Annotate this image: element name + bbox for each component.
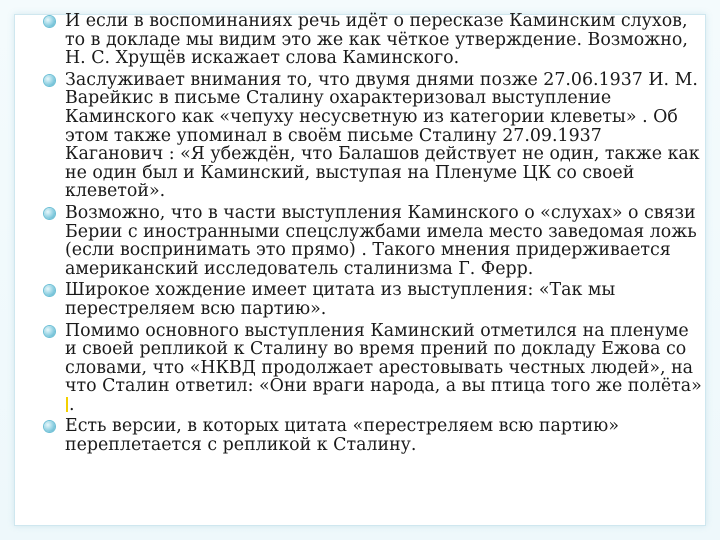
bullet-icon	[44, 285, 55, 296]
bullet-text: Есть версии, в которых цитата «перестреляем всю партию» переплетается с репликой к Сталину.	[65, 416, 619, 456]
bullet-icon	[44, 421, 55, 432]
bullet-item	[44, 417, 704, 454]
bullet-text: И если в воспоминаниях речь идёт о пересказе Каминским слухов, то в докладе мы видим это же как чёткое утверждение. Возможно, Н. С. Хрущёв искажает слова Каминского.	[65, 11, 688, 69]
bullet-item	[44, 71, 704, 201]
bullet-item	[44, 204, 704, 278]
bullet-text: Помимо основного выступления Каминский отметился на пленуме и своей репликой к Сталину во время прений по докладу Ежова со словами, что «НКВД продолжает арестовывать честных людей», на что Сталин ответил: «Они враги народа, а вы птица того же полёта»	[65, 320, 702, 397]
bullet-item	[44, 281, 704, 318]
bullet-text: Заслуживает внимания то, что двумя днями позже 27.06.1937 И. М. Варейкис в письме Сталину охарактеризовал выступление Каминского как «чепуху несусветную из категории клеветы» . Об этом также упоминал в своём письме Сталину 27.09.1937 Каганович : «Я убеждён, что Балашов действует не один, также как не один был и Каминский, выступая на Пленуме ЦК со своей клеветой».	[65, 69, 700, 202]
bullet-text: Возможно, что в части выступления Каминского о «слухах» о связи Берии с иностранными спецслужбами имела место заведомая ложь (если воспринимать это прямо) . Такого мнения придерживается американский исследователь сталинизма Г. Ферр.	[65, 202, 697, 279]
bullet-icon	[44, 75, 55, 86]
bullet-icon	[44, 326, 55, 337]
bullet-item	[44, 322, 704, 415]
bullet-icon	[44, 208, 55, 219]
bullet-list	[44, 12, 704, 458]
text-cursor	[66, 397, 68, 412]
bullet-text: Широкое хождение имеет цитата из выступления: «Так мы перестреляем всю партию».	[65, 280, 616, 319]
bullet-icon	[44, 16, 55, 27]
bullet-item	[44, 12, 704, 68]
bullet-text-end: .	[69, 394, 75, 415]
